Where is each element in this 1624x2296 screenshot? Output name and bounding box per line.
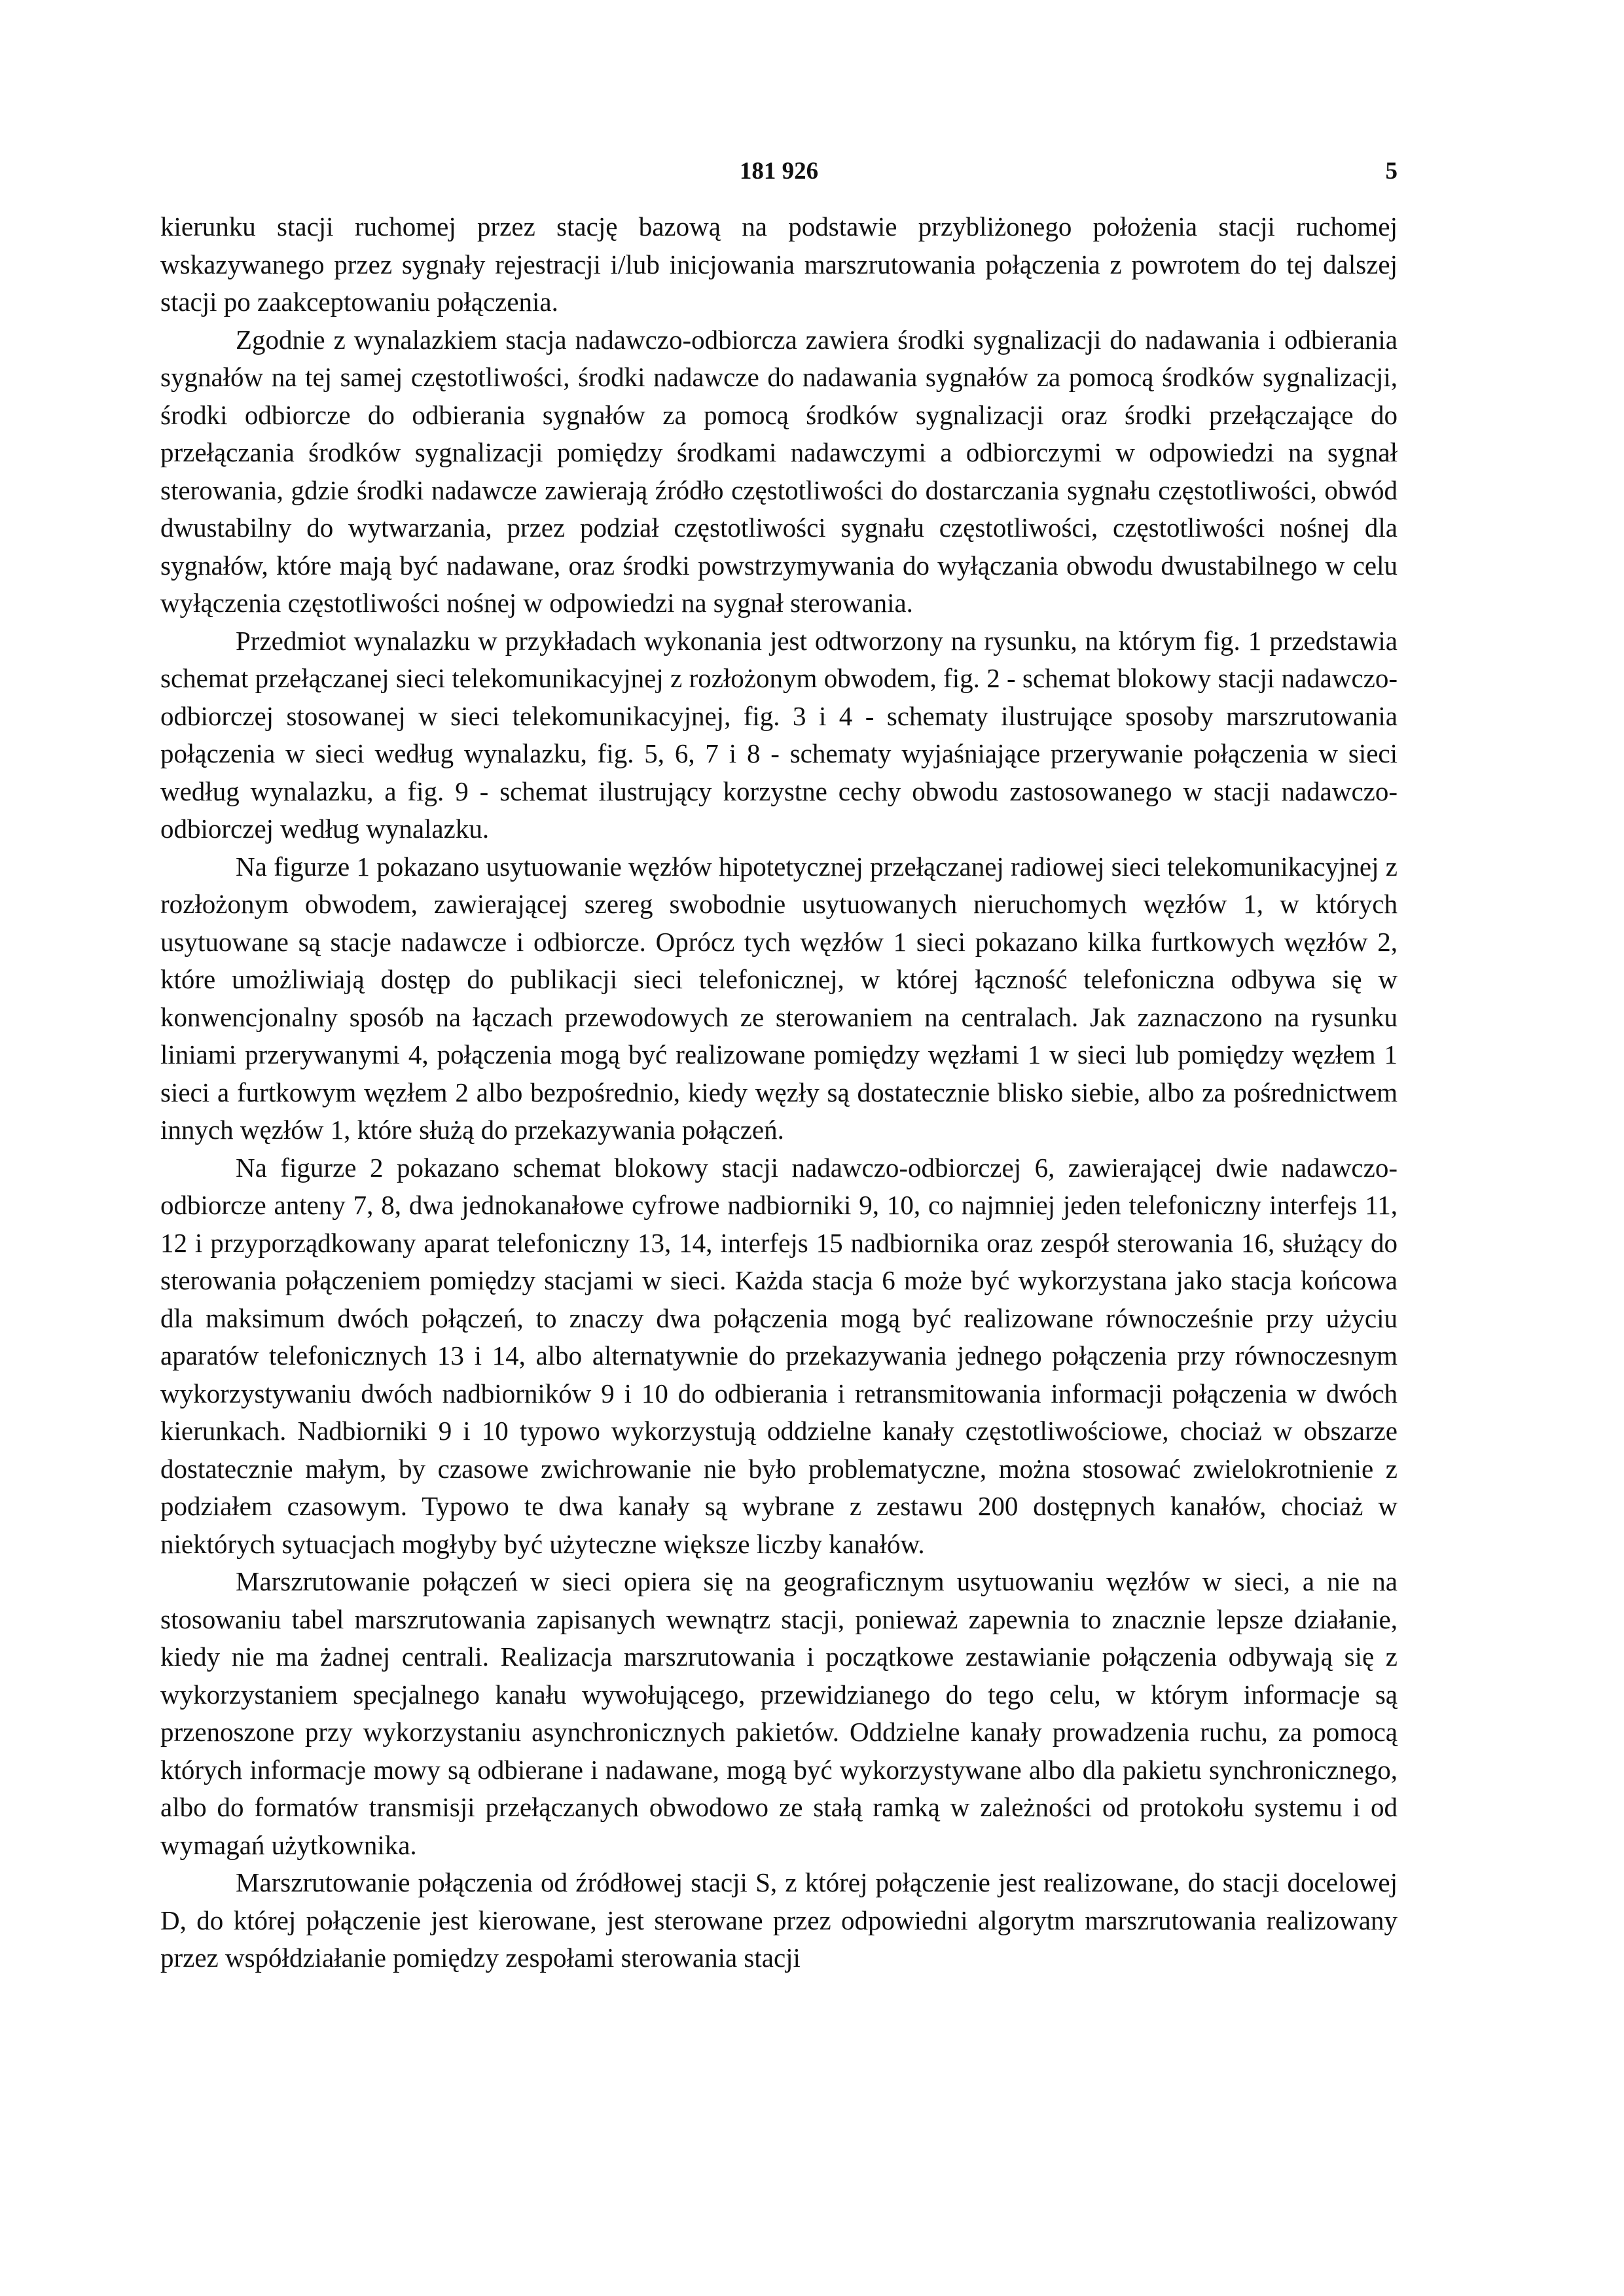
page-header	[160, 149, 1398, 188]
page-number: 5	[1385, 158, 1398, 185]
paragraph-figure-1: Na figurze 1 pokazano usytuowanie węzłów hipotetycznej przełączanej radiowej sieci telekomunikacyjnej z rozłożonym obwodem, zawierającej szereg swobodnie usytuowanych nieruchomych węzłów 1, w których usytuowane są stacje nadawcze i odbiorcze. Oprócz tych węzłów 1 sieci pokazano kilka furtkowych węzłów 2, które umożliwiają dostęp do publikacji sieci telefonicznej, w której łączność telefoniczna odbywa się w konwencjonalny sposób na łączach przewodowych ze sterowaniem na centralach. Jak zaznaczono na rysunku liniami przerywanymi 4, połączenia mogą być realizowane pomiędzy węzłami 1 w sieci lub pomiędzy węzłem 1 sieci a furtkowym węzłem 2 albo bezpośrednio, kiedy węzły są dostatecznie blisko siebie, albo za pośrednictwem innych węzłów 1, które służą do przekazywania połączeń.	[160, 851, 1398, 1145]
document-number: 181 926	[739, 158, 819, 185]
paragraph-invention-summary: Zgodnie z wynalazkiem stacja nadawczo-odbiorcza zawiera środki sygnalizacji do nadawania i odbierania sygnałów na tej samej częstotliwości, środki nadawcze do nadawania sygnałów za pomocą środków sygnalizacji, środki odbiorcze do odbierania sygnałów za pomocą środków sygnalizacji oraz środki przełączające do przełączania środków sygnalizacji pomiędzy środkami nadawczymi a odbiorczymi w odpowiedzi na sygnał sterowania, gdzie środki nadawcze zawierają źródło częstotliwości do dostarczania sygnału częstotliwości, obwód dwustabilny do wytwarzania, przez podział częstotliwości sygnału częstotliwości, częstotliwości nośnej dla sygnałów, które mają być nadawane, oraz środki powstrzymywania do wyłączania obwodu dwustabilnego w celu wyłączenia częstotliwości nośnej w odpowiedzi na sygnał sterowania.	[160, 324, 1398, 618]
body-text	[160, 208, 1398, 1977]
paragraph-continuation: kierunku stacji ruchomej przez stację bazową na podstawie przybliżonego położenia stacji ruchomej wskazywanego przez sygnały rejestracji i/lub inicjowania marszrutowania połączenia z powrotem do tej dalszej stacji po zaakceptowaniu połączenia.	[160, 211, 1398, 317]
paragraph-routing: Marszrutowanie połączeń w sieci opiera się na geograficznym usytuowaniu węzłów w sieci, a nie na stosowaniu tabel marszrutowania zapisanych wewnątrz stacji, ponieważ zapewnia to znacznie lepsze działanie, kiedy nie ma żadnej centrali. Realizacja marszrutowania i początkowe zestawianie połączenia odbywają się z wykorzystaniem specjalnego kanału wywołującego, przewidzianego do tego celu, w którym informacje są przenoszone przy wykorzystaniu asynchronicznych pakietów. Oddzielne kanały prowadzenia ruchu, za pomocą których informacje mowy są odbierane i nadawane, mogą być wykorzystywane albo dla pakietu synchronicznego, albo do formatów transmisji przełączanych obwodowo ze stałą ramką w zależności od protokołu systemu i od wymagań użytkownika.	[160, 1566, 1398, 1860]
paragraph-routing-algorithm: Marszrutowanie połączenia od źródłowej stacji S, z której połączenie jest realizowane, do stacji docelowej D, do której połączenie jest kierowane, jest sterowane przez odpowiedni algorytm marszrutowania realizowany przez współdziałanie pomiędzy zespołami sterowania stacji	[160, 1867, 1398, 1973]
paragraph-figure-2: Na figurze 2 pokazano schemat blokowy stacji nadawczo-odbiorczej 6, zawierającej dwie nadawczo-odbiorcze anteny 7, 8, dwa jednokanałowe cyfrowe nadbiorniki 9, 10, co najmniej jeden telefoniczny interfejs 11, 12 i przyporządkowany aparat telefoniczny 13, 14, interfejs 15 nadbiornika oraz zespół sterowania 16, służący do sterowania połączeniem pomiędzy stacjami w sieci. Każda stacja 6 może być wykorzystana jako stacja końcowa dla maksimum dwóch połączeń, to znaczy dwa połączenia mogą być realizowane równocześnie przy użyciu aparatów telefonicznych 13 i 14, albo alternatywnie do przekazywania jednego połączenia przy równoczesnym wykorzystywaniu dwóch nadbiorników 9 i 10 do odbierania i retransmitowania informacji połączenia w dwóch kierunkach. Nadbiorniki 9 i 10 typowo wykorzystują oddzielne kanały częstotliwościowe, chociaż w obszarze dostatecznie małym, by czasowe zwichrowanie nie było problematyczne, można stosować zwielokrotnienie z podziałem czasowym. Typowo te dwa kanały są wybrane z zestawu 200 dostępnych kanałów, chociaż w niektórych sytuacjach mogłyby być użyteczne większe liczby kanałów.	[160, 1152, 1398, 1559]
paragraph-figures-list: Przedmiot wynalazku w przykładach wykonania jest odtworzony na rysunku, na którym fig. 1 przedstawia schemat przełączanej sieci telekomunikacyjnej z rozłożonym obwodem, fig. 2 - schemat blokowy stacji nadawczo-odbiorczej stosowanej w sieci telekomunikacyjnej, fig. 3 i 4 - schematy ilustrujące sposoby marszrutowania połączenia w sieci według wynalazku, fig. 5, 6, 7 i 8 - schematy wyjaśniające przerywanie połączenia w sieci według wynalazku, a fig. 9 - schemat ilustrujący korzystne cechy obwodu zastosowanego w stacji nadawczo-odbiorczej według wynalazku.	[160, 625, 1398, 844]
